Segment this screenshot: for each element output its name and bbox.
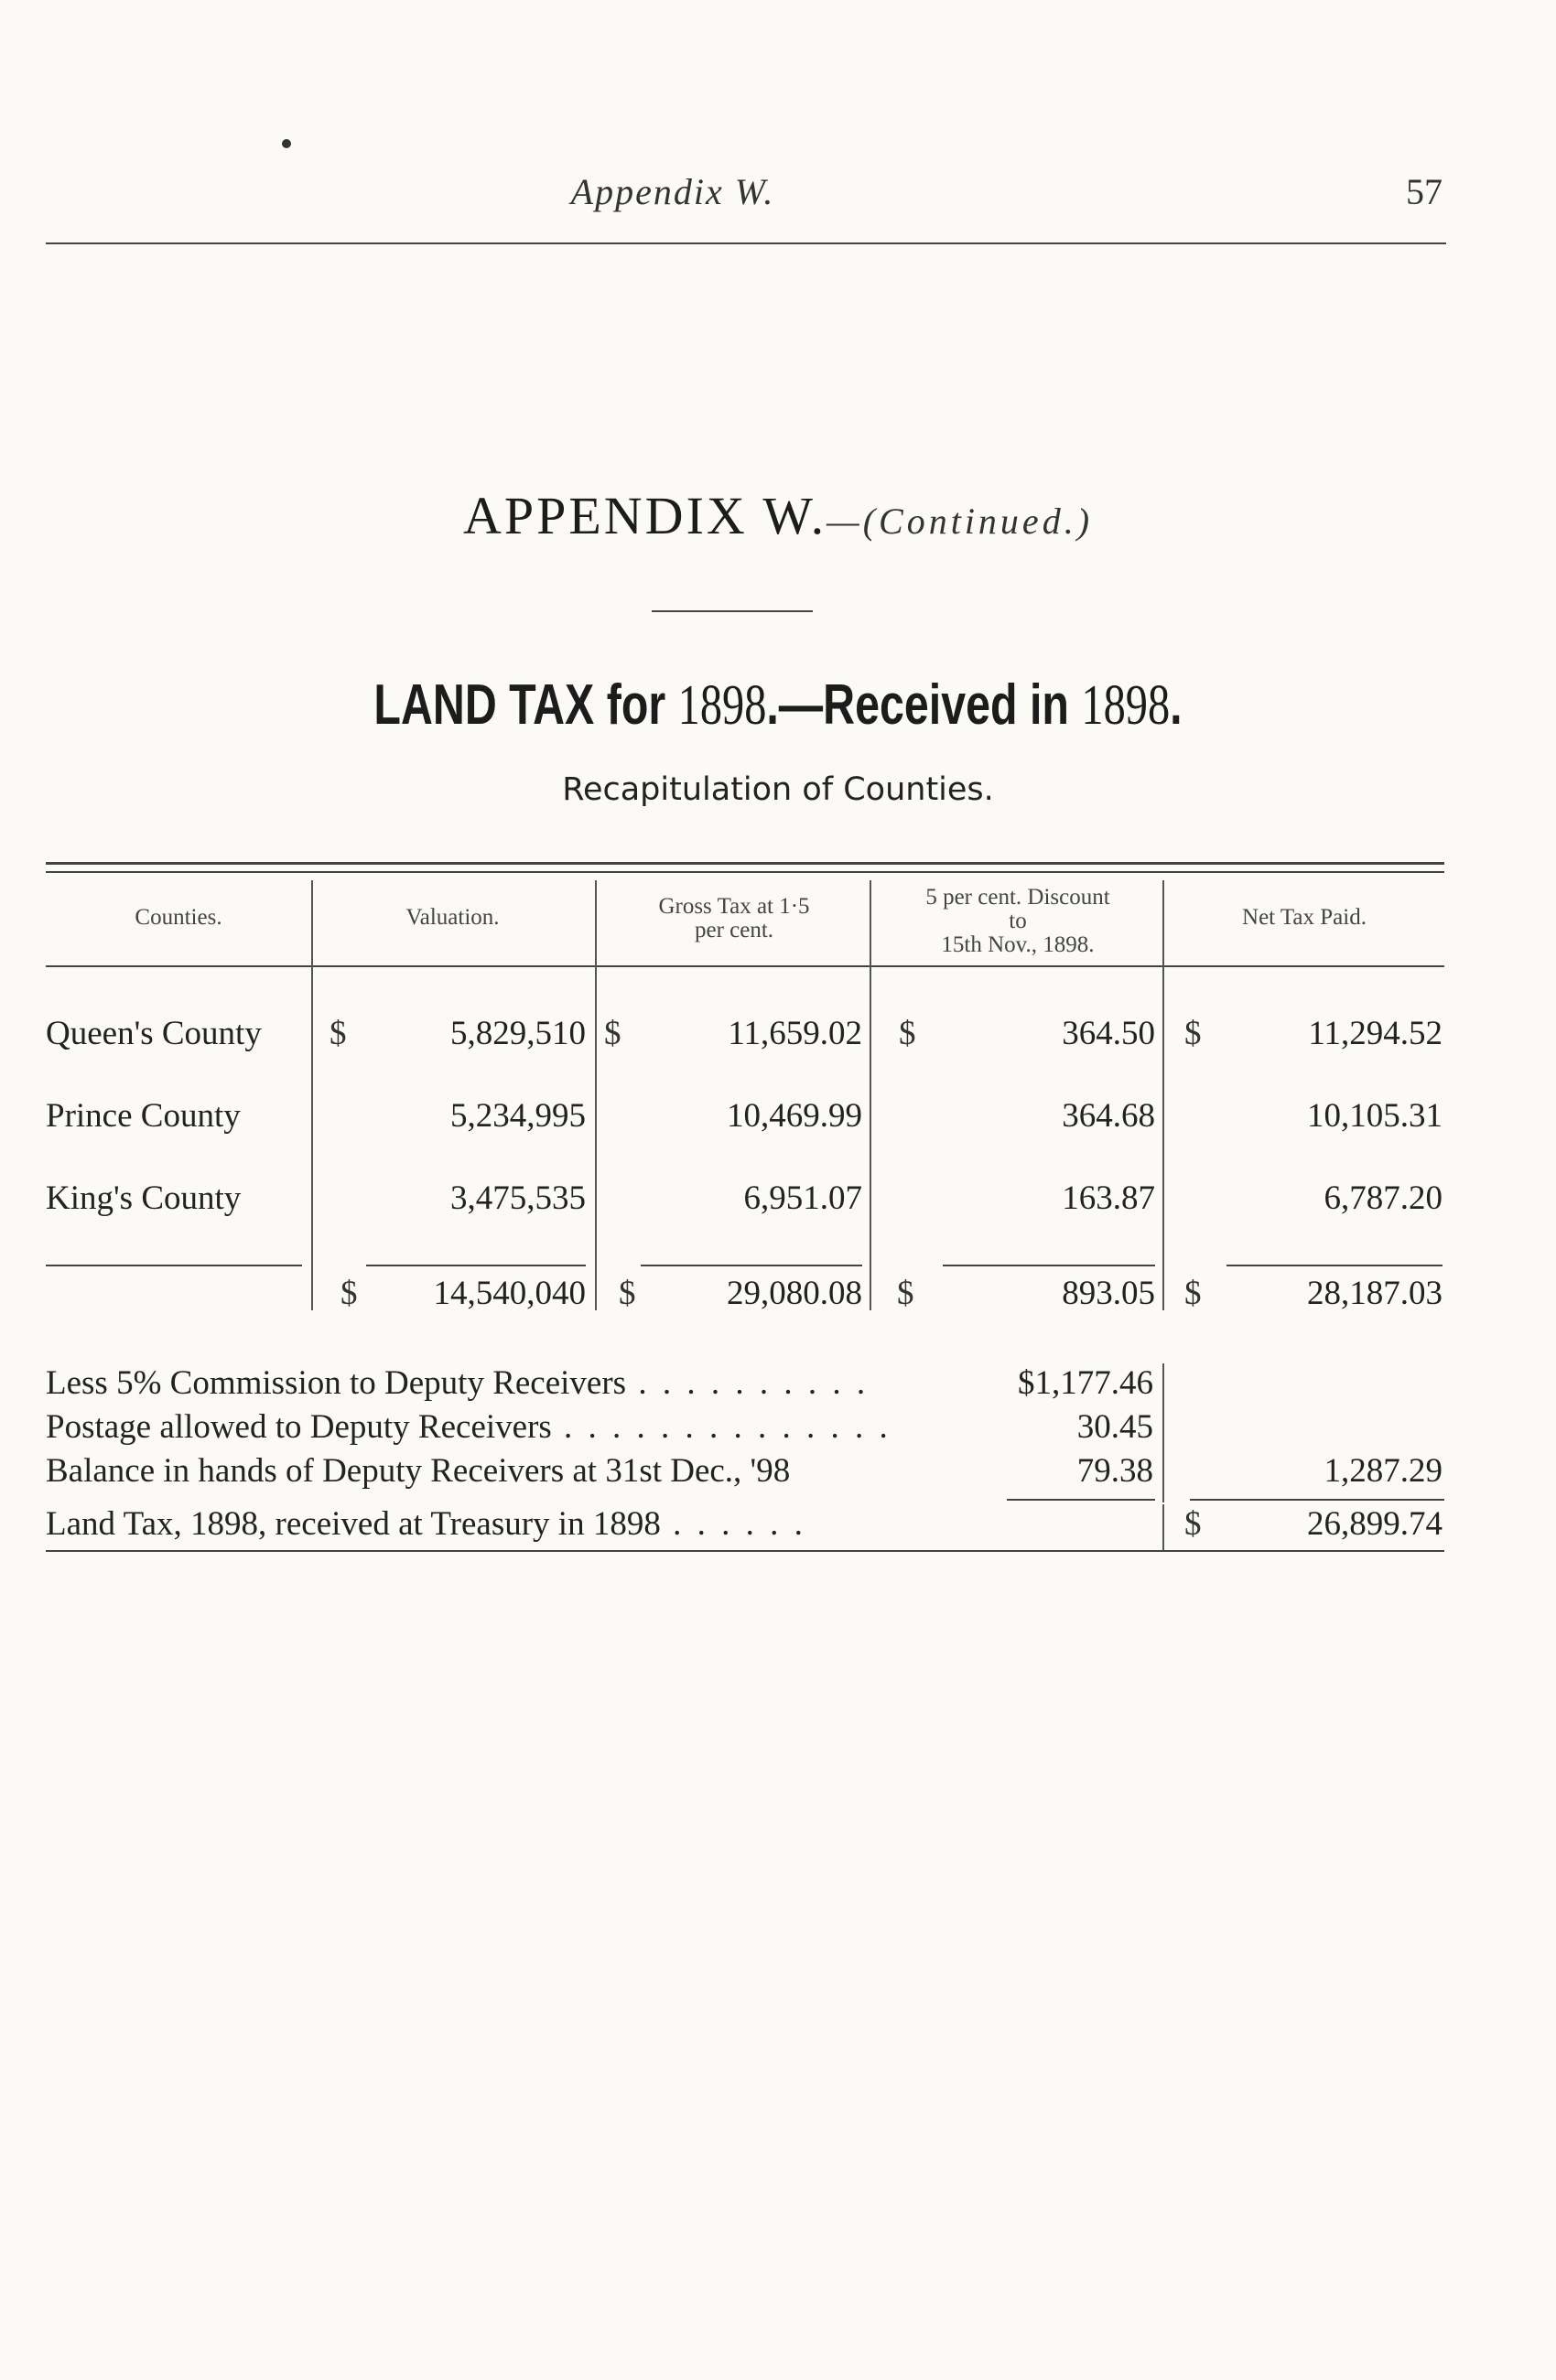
discount-value: 364.50 <box>1062 1015 1155 1052</box>
column-rule-1 <box>311 880 313 1310</box>
dollar-sign: $ <box>899 1015 916 1052</box>
total-gross-tax: 29,080.08 <box>727 1275 862 1312</box>
postage-value: 30.45 <box>1076 1408 1153 1446</box>
total-discount: 893.05 <box>1062 1275 1155 1312</box>
column-rule-3 <box>870 880 871 1310</box>
header-gross-tax-line2: per cent. <box>694 918 774 942</box>
table-top-rule <box>46 862 1444 865</box>
land-tax-title <box>171 673 1385 738</box>
totals-rule-discount <box>943 1265 1155 1266</box>
dollar-sign: $ <box>604 1015 621 1052</box>
header-counties: Counties. <box>135 905 222 930</box>
dollar-sign: $ <box>897 1275 914 1312</box>
ink-speck <box>282 139 291 148</box>
title-divider <box>652 610 813 612</box>
page-number: 57 <box>1406 171 1443 212</box>
gross-tax-value: 6,951.07 <box>743 1179 862 1217</box>
total-valuation: 14,540,040 <box>433 1275 586 1312</box>
net-tax-value: 6,787.20 <box>1324 1179 1443 1217</box>
land-tax-label: LAND TAX for <box>373 673 678 737</box>
header-rule <box>46 242 1446 244</box>
balance-value: 79.38 <box>1076 1452 1153 1490</box>
total-net-tax: 28,187.03 <box>1307 1275 1443 1312</box>
land-tax-line: Land Tax, 1898, received at Treasury in 1898 . . . . . . <box>46 1505 806 1543</box>
dollar-sign: $ <box>330 1015 347 1052</box>
running-title: Appendix W. <box>570 171 775 212</box>
deductions-underline <box>1190 1499 1444 1501</box>
header-rule-bottom <box>46 965 1444 967</box>
table-top-rule-2 <box>46 871 1444 873</box>
table-bottom-rule <box>46 1550 1444 1552</box>
header-discount <box>871 886 1164 957</box>
received-label: .—Received in <box>766 673 1082 737</box>
balance-line <box>46 1451 1155 1491</box>
valuation-value: 5,234,995 <box>450 1097 586 1135</box>
discount-value: 364.68 <box>1062 1097 1155 1135</box>
totals-rule-gross <box>641 1265 862 1266</box>
dollar-sign: $ <box>619 1275 636 1312</box>
header-discount-line3: 15th Nov., 1898. <box>941 932 1095 957</box>
balance-underline <box>1007 1499 1155 1501</box>
header-gross-tax-line1: Gross Tax at 1·5 <box>658 894 810 919</box>
county-name: Queen's County <box>46 1015 262 1052</box>
county-name: Prince County <box>46 1097 241 1135</box>
commission-value: $1,177.46 <box>1018 1364 1153 1402</box>
header-discount-line2: to <box>1009 909 1027 933</box>
column-rule-4 <box>1162 880 1164 1310</box>
postage-line: Postage allowed to Deputy Receivers . . . . . . . . . . . . . . 30.45 <box>46 1408 1153 1446</box>
page-title <box>0 485 1556 546</box>
dollar-sign: $ <box>1184 1505 1202 1543</box>
dollar-sign: $ <box>1184 1015 1202 1052</box>
recapitulation-heading: Recapitulation of Counties. <box>562 771 994 808</box>
header-discount-line1: 5 per cent. Discount <box>925 885 1110 910</box>
valuation-value: 3,475,535 <box>450 1179 586 1217</box>
land-tax-label: Land Tax, 1898, received at Treasury in 1898 <box>46 1505 661 1543</box>
year-1: 1898 <box>677 674 767 737</box>
discount-value: 163.87 <box>1062 1179 1155 1217</box>
county-name: King's County <box>46 1179 242 1217</box>
year-2: 1898 <box>1081 674 1171 737</box>
net-tax-value: 10,105.31 <box>1307 1097 1443 1135</box>
commission-label: Less 5% Commission to Deputy Receivers <box>46 1364 627 1402</box>
deductions-total: 1,287.29 <box>1324 1452 1443 1490</box>
land-tax-column-rule <box>1162 1504 1164 1550</box>
totals-rule-net <box>1226 1265 1443 1266</box>
land-tax-value: 26,899.74 <box>1307 1505 1443 1543</box>
header-gross-tax <box>597 895 871 942</box>
column-rule-2 <box>595 880 597 1310</box>
totals-rule-left <box>46 1265 302 1266</box>
appendix-title: APPENDIX W. <box>462 486 827 545</box>
header-net-tax: Net Tax Paid. <box>1242 905 1367 930</box>
gross-tax-value: 11,659.02 <box>728 1015 862 1052</box>
totals-rule-valuation <box>366 1265 586 1266</box>
valuation-value: 5,829,510 <box>450 1015 586 1052</box>
summary-column-rule <box>1162 1363 1164 1502</box>
postage-label: Postage allowed to Deputy Receivers <box>46 1408 552 1446</box>
continued-note: —(Continued.) <box>827 501 1094 542</box>
commission-line: Less 5% Commission to Deputy Receivers . . . . . . . . . . $1,177.46 <box>46 1364 1153 1402</box>
balance-label: Balance in hands of Deputy Receivers at 31st Dec., '98 <box>46 1452 791 1490</box>
dollar-sign: $ <box>1184 1275 1202 1312</box>
header-valuation: Valuation. <box>405 905 500 930</box>
dollar-sign: $ <box>340 1275 358 1312</box>
period: . <box>1170 673 1183 737</box>
net-tax-value: 11,294.52 <box>1308 1015 1443 1052</box>
gross-tax-value: 10,469.99 <box>727 1097 862 1135</box>
